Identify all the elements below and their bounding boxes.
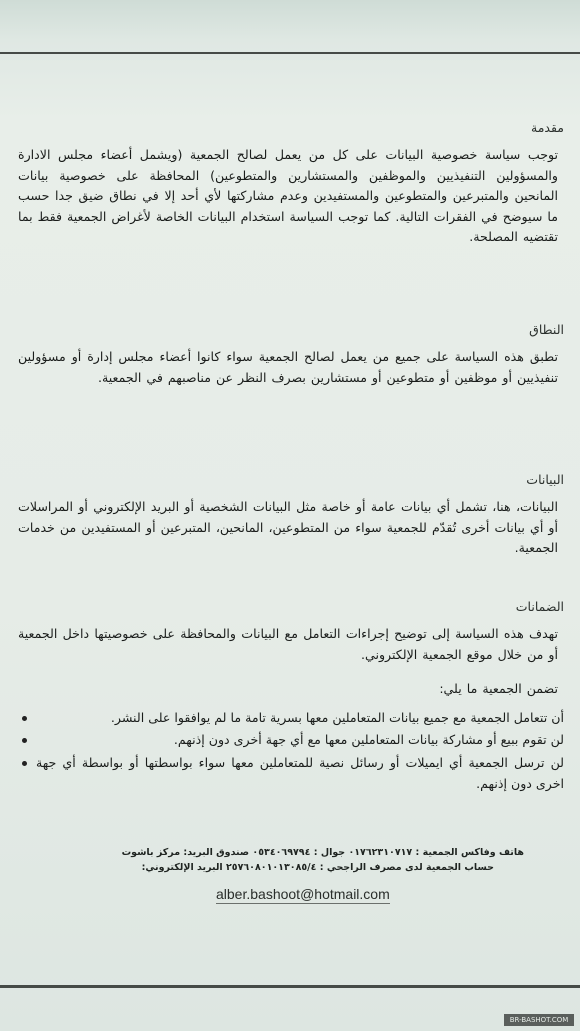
section-heading: النطاق (529, 322, 564, 337)
contact-phone-line: هاتف وفاكس الجمعية : ٠١٧٦٢٣١٠٧١٧ جوال : ٠٥٣٤٠٦٩٧٩٤ صندوق البريد: مركز باشوت (121, 847, 524, 858)
site-watermark: BR-BASHOT.COM (504, 1014, 574, 1026)
list-item (18, 753, 564, 794)
list-item (18, 730, 564, 751)
section-heading: مقدمة (531, 120, 564, 135)
section-heading: البيانات (526, 472, 564, 487)
section-text: البيانات، هنا، تشمل أي بيانات عامة أو خاصة مثل البيانات الشخصية أو البريد الإلكتروني أو المراسلات أو أي بيانات أخرى تُقدّم للجمعية سواء من المتطوعين، المانحين، المتبرعين أو المستفيدين من خدمات الجمعية. (18, 499, 558, 556)
contact-bank-line: حساب الجمعية لدى مصرف الراجحي : ٢٥٧٦٠٨٠١٠١٣٠٨٥/٤ البريد الإلكتروني: (141, 862, 494, 873)
bullet-icon (22, 738, 27, 743)
section-guarantees (18, 599, 564, 796)
section-text: تطبق هذه السياسة على جميع من يعمل لصالح الجمعية سواء كانوا أعضاء مجلس إدارة أو مسؤولين تنفيذيين أو موظفين أو متطوعين أو مستشارين بصرف النظر عن مناصبهم في الجمعية. (18, 349, 558, 385)
list-item (18, 708, 564, 729)
guarantees-list (18, 708, 564, 794)
bullet-icon (22, 716, 27, 721)
list-item-text: لن تقوم ببيع أو مشاركة بيانات المتعاملين معها مع أي جهة أخرى دون إذنهم. (173, 732, 564, 748)
list-item-text: أن تتعامل الجمعية مع جميع بيانات المتعاملين معها بسرية تامة ما لم يوافقوا على النشر. (110, 709, 564, 725)
contact-info (18, 847, 564, 877)
section-heading: الضمانات (515, 599, 564, 614)
section-text: تهدف هذه السياسة إلى توضيح إجراءات التعامل مع البيانات والمحافظة على خصوصيتها داخل الجمعية أو من خلال موقع الجمعية الإلكتروني. (18, 626, 558, 662)
contact-email[interactable]: alber.bashoot@hotmail.com (216, 886, 390, 902)
list-item-text: لن ترسل الجمعية أي ايميلات أو رسائل نصية للمتعاملين معها سواء بواسطتها أو بواسطة أي جهة اخرى دون إذنهم. (36, 754, 564, 791)
section-data (18, 472, 564, 559)
guarantees-intro: تضمن الجمعية ما يلي: (439, 681, 558, 697)
bullet-icon (22, 761, 27, 766)
section-scope (18, 322, 564, 388)
bottom-rule (0, 985, 580, 988)
top-rule (0, 52, 580, 54)
section-intro (18, 120, 564, 248)
section-text: توجب سياسة خصوصية البيانات على كل من يعمل لصالح الجمعية (ويشمل أعضاء مجلس الادارة والمسؤولين التنفيذيين والموظفين والمستشارين والمتطوعين) المحافظة على خصوصية بيانات المانحين والمتبرعين والمتطوعين والمستفيدين وعدم مشاركتها لأي أحد إلا في نطاق ضيق جدا حسب ما سيوضح في الفقرات التالية. كما توجب السياسة استخدام البيانات الخاصة لأغراض الجمعية فقط بما تقتضيه المصلحة. (18, 147, 558, 245)
